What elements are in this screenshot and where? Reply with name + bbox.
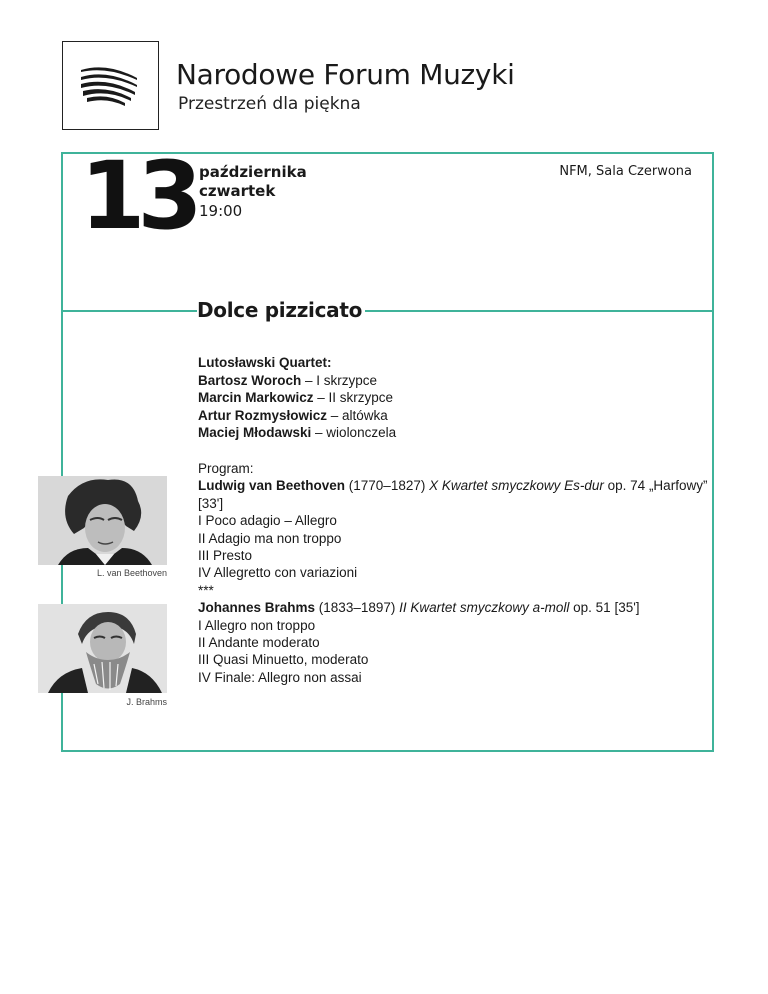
movement: I Poco adagio – Allegro [198, 513, 337, 529]
beethoven-portrait [38, 476, 167, 565]
event-month: października [199, 163, 307, 181]
composer-dates: (1833–1897) [315, 600, 400, 616]
divider-line [61, 310, 714, 312]
work-opus: op. 51 [35'] [569, 600, 640, 616]
beethoven-caption: L. van Beethoven [96, 568, 167, 578]
performers-list [198, 354, 396, 442]
performer-role: – altówka [327, 407, 388, 423]
performer-row [198, 407, 396, 425]
program-list [198, 460, 713, 686]
movement: II Adagio ma non troppo [198, 530, 342, 546]
event-venue: NFM, Sala Czerwona [559, 164, 692, 179]
performer-role: – I skrzypce [301, 372, 378, 388]
work-duration: [33'] [198, 495, 224, 511]
movement: IV Allegretto con variazioni [198, 565, 358, 581]
performer-name: Bartosz Woroch [198, 372, 302, 388]
performer-role: – wiolonczela [311, 425, 397, 440]
event-time: 19:00 [199, 202, 243, 220]
composer-name: Johannes Brahms [198, 600, 316, 616]
movement: III Quasi Minuetto, moderato [198, 652, 369, 668]
event-day: 13 [80, 142, 195, 251]
separator: *** [198, 582, 214, 598]
performer-name: Artur Rozmysłowicz [198, 407, 328, 423]
movement: IV Finale: Allegro non assai [198, 669, 362, 685]
movement: II Andante moderato [198, 635, 320, 651]
event-title: Dolce pizzicato [197, 298, 365, 322]
work-title: X Kwartet smyczkowy Es-dur [429, 478, 604, 494]
performer-role: – II skrzypce [313, 390, 394, 405]
logo-box [62, 41, 159, 130]
composer-dates: (1770–1827) [345, 478, 430, 494]
work-heading [198, 599, 713, 616]
work-title: II Kwartet smyczkowy a-moll [399, 600, 570, 616]
work-opus: op. 74 „Harfowy” [603, 478, 708, 494]
event-weekday: czwartek [199, 182, 276, 200]
performer-name: Maciej Młodawski [198, 425, 312, 440]
movement: III Presto [198, 548, 253, 564]
performer-row [198, 389, 396, 407]
program-label: Program: [198, 461, 254, 476]
nfm-logo-icon [77, 60, 143, 110]
work-heading [198, 477, 713, 494]
performer-row [198, 372, 396, 390]
org-name: Narodowe Forum Muzyki [176, 58, 515, 91]
org-tagline: Przestrzeń dla piękna [178, 94, 361, 114]
composer-name: Ludwig van Beethoven [198, 478, 346, 494]
performer-name: Marcin Markowicz [198, 390, 314, 405]
brahms-portrait [38, 604, 167, 693]
ensemble-name: Lutosławski Quartet: [198, 355, 332, 370]
performer-row [198, 424, 396, 442]
brahms-caption: J. Brahms [126, 697, 167, 707]
movement: I Allegro non troppo [198, 617, 316, 633]
